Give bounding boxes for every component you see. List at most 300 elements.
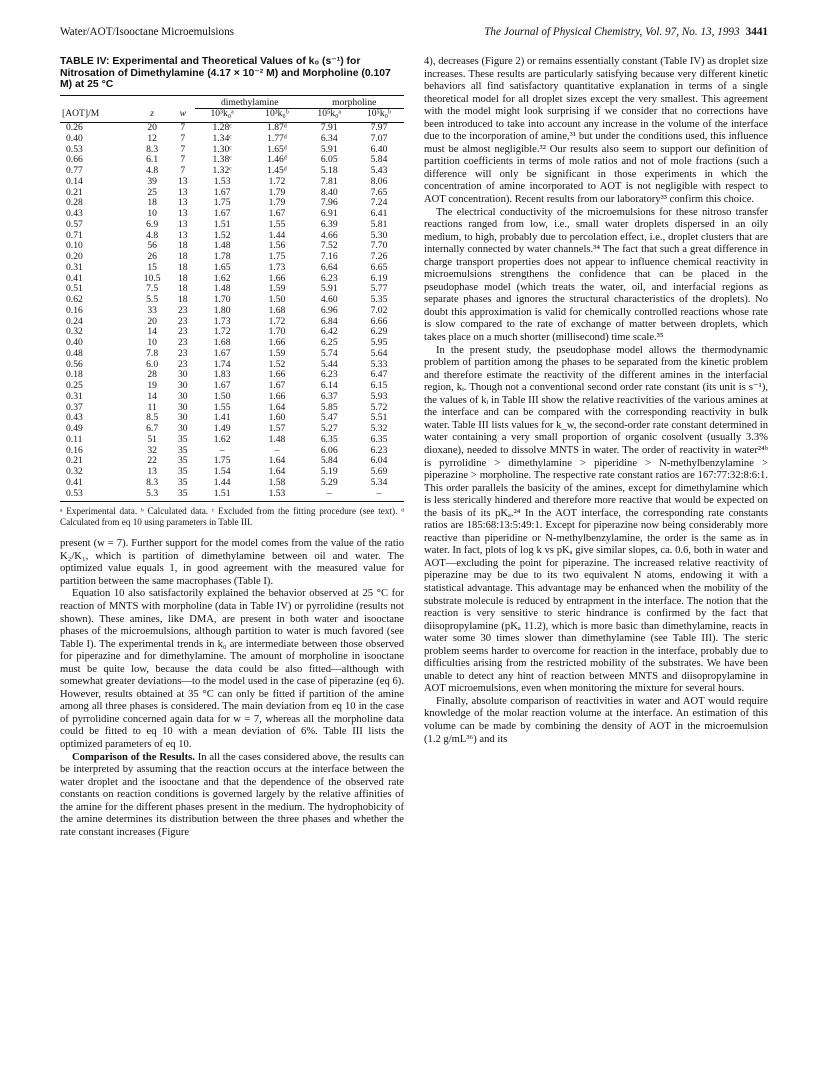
right-column — [424, 56, 768, 746]
table-cell: 30 — [177, 401, 188, 413]
table-cell: 4.66 — [320, 229, 338, 241]
table-cell: 0.32 — [66, 466, 83, 477]
table-cell: 1.79 — [268, 197, 286, 209]
table-cell: 5.91 — [320, 143, 338, 155]
data-table — [60, 95, 404, 503]
table-cell: 0.71 — [66, 229, 83, 241]
table-cell: 1.48 — [268, 433, 286, 445]
table-cell: 1.50 — [213, 390, 231, 402]
table-cell: 1.65 — [213, 261, 231, 273]
table-cell: 0.24 — [66, 315, 83, 327]
table-cell: 1.55 — [213, 401, 231, 413]
table-cell: 1.73 — [213, 315, 231, 327]
table-cell: 18 — [177, 240, 188, 252]
table-cell: 1.67 — [213, 186, 231, 198]
table-row — [60, 241, 404, 252]
body-paragraph: Equation 10 also satisfactorily explained the behavior observed at 25 °C for reaction of MNTS with morpholine (data in Table IV) or pyrrolidine (results not shown). These amines, like DMA, are present in both water and isooctane phases of the microemulsions, although partition to water is much favored (see Table I). The experimental trends in k₀ are intermediate between those observed for piperazine and for dimethylamine. The amount of morpholine in isooctane must be quite low, because the data could be also fitted—although with somewhat greater deviations—to the model used in the case of piperazine (eq 6). However, results obtained at 35 °C can only be fitted if partition of the amine among all three phases is considered. The main deviation from eq 10 in the case of pyrrolidine concerned again data for w = 7, whereas all the morpholine data could be fitted to eq 10 with a mean deviation of 6%. Table III lists the optimized parameters of eq 10. — [60, 588, 404, 750]
table-cell: 23 — [177, 315, 188, 327]
table-cell: 33 — [147, 304, 157, 316]
col-header-dma-exp: 10³k₀ᵃ — [195, 109, 249, 123]
table-cell: 1.48 — [213, 283, 231, 295]
section-text: In all the cases considered above, the results can be interpreted by assuming that the reaction occurs at the interface between the water droplet and the isooctane and that the dependence of the observed rate constants on reaction conditions is governed largely by the relative affinities of the amine for the different phases present in the medium. The hydrophobicity of the amine determines its distribution between the three phases and whether the rate constant increases (Figure — [60, 751, 404, 838]
col-header-z: z — [134, 109, 171, 123]
body-paragraph: In the present study, the pseudophase model allows the thermodynamic problem of partition among the phases to be separated from the kinetic problem and therefore estimate the reactivity of the different amines in the interfacial region, kᵢ. Though not a conventional second order rate constant (its unit is s⁻¹), the values of kᵢ in Table III show the relative reactivities of the various amines at the interface and can be compared with the corresponding reactivity in bulk water. Table III lists values for k_w, the second-order rate constant determined in water containing a very small proportion of organic cosolvent (usually 3.3% dioxane), needed to dissolve MNTS in water. The order of reactivity in water²⁴ᵇ is pyrrolidine > dimethylamine > piperidine > N-methylbenzylamine > piperazine > morpholine. The respective rate constant ratios are 167:77:32:8:6:1. This order parallels the basicity of the amines, except for dimethylamine which is less sterically hindered and therefore more reactive that would be expected on the basis of its pKₐ.²⁴ In the AOT interface, the corresponding rate constants ratios are 185:68:13:5:49:1. Except for piperazine now being considerably more reactive than piperidine or N-methylbenzylamine, the order is the same as in water. In fact, plots of log k vs pKₐ give similar slopes, ca. 0.6, both in water and AOT—excluding the point for piperazine. The increased relative reactivity of piperazine may be due to its two equivalent N atoms, endowing it with a statistical advantage. This advantage may be enhanced when the mobility of the substrate molecule is reduced by entrapment in the interface. The notion that the reaction is very sensitive to steric hindrance is confirmed by the fact that diisopropylamine (pKₐ 11.2), which is more basic than dimethylamine, reacts in water some 30 times slower than dimethylamine (see Table III). The steric problem seems harder to overcome for reaction in the interface, probably due to difficulties arising from the restricted mobility of the substrates. We have been unable to detect any hint of reaction between MNTS and diisopropylamine in AOT microemulsions, even when monitoring the mixture for several hours. — [424, 344, 768, 695]
table-cell: 0.49 — [66, 423, 83, 434]
table-cell: 6.41 — [370, 208, 388, 219]
table-cell: 7.02 — [370, 304, 388, 316]
table-cell: 1.67 — [268, 208, 286, 219]
table-cell: 13 — [177, 208, 188, 219]
table-cell: 0.11 — [66, 433, 83, 445]
table-cell: 1.77ᵈ — [267, 132, 287, 144]
table-cell: 1.74 — [213, 358, 231, 370]
table-cell: 13 — [177, 218, 188, 230]
table-cell: 0.31 — [66, 390, 83, 402]
table-cell: 0.14 — [66, 175, 83, 187]
table-cell: 1.60 — [268, 412, 286, 424]
table-cell: 6.04 — [370, 455, 388, 467]
table-cell: 5.33 — [370, 358, 388, 370]
table-cell: 18 — [177, 283, 188, 295]
group-header-morpholine: morpholine — [305, 95, 404, 109]
table-cell: 5.47 — [320, 412, 338, 424]
table-cell: 10 — [147, 337, 157, 348]
table-cell: 1.51 — [195, 489, 249, 502]
table-row — [60, 489, 404, 502]
table-cell: 23 — [177, 358, 188, 370]
table-cell: 7.96 — [320, 197, 338, 209]
table-cell: 1.52 — [213, 229, 231, 241]
table-row — [60, 435, 404, 446]
table-cell: 6.06 — [320, 444, 338, 456]
table-cell: 0.18 — [66, 369, 83, 381]
table-row — [60, 392, 404, 403]
table-row — [60, 478, 404, 489]
table-cell: 7 — [180, 165, 186, 176]
table-cell: 4.60 — [320, 294, 338, 305]
table-cell: 1.52 — [268, 358, 286, 370]
table-cell: 1.34ᶜ — [212, 132, 232, 144]
table-cell: 1.72 — [268, 315, 286, 327]
table-cell: 0.56 — [66, 358, 83, 370]
table-row — [60, 370, 404, 381]
table-cell: 56 — [147, 240, 157, 252]
table-row — [60, 381, 404, 392]
table-cell: 13 — [147, 466, 157, 477]
table-cell: 1.58 — [268, 476, 286, 488]
table-cell: 25 — [147, 186, 157, 198]
table-cell: 5.29 — [320, 476, 338, 488]
table-cell: 7.07 — [370, 132, 388, 144]
table-cell: 7 — [180, 143, 186, 155]
table-cell: 6.39 — [320, 218, 338, 230]
table-row — [60, 198, 404, 209]
table-cell: 7.65 — [370, 186, 388, 198]
table-cell: 6.37 — [320, 390, 338, 402]
table-cell: 1.32ᶜ — [212, 165, 232, 176]
table-cell: 7.70 — [370, 240, 388, 252]
table-cell: 23 — [177, 347, 188, 359]
table-cell: 5.84 — [320, 455, 338, 467]
table-cell: 6.29 — [370, 326, 388, 338]
table-cell: 0.31 — [66, 261, 83, 273]
table-cell: 0.16 — [66, 304, 83, 316]
table-cell: 35 — [177, 466, 188, 477]
table-cell: 5.64 — [370, 347, 388, 359]
col-header-aot: [AOT]/M — [60, 109, 134, 123]
table-cell: 11 — [147, 401, 157, 413]
table-cell: 5.43 — [370, 165, 388, 176]
table-cell: 1.75 — [268, 251, 286, 262]
table-row — [60, 274, 404, 285]
table-cell: 1.65ᵈ — [267, 143, 287, 155]
table-cell: 1.64 — [268, 401, 286, 413]
table-cell: 0.41 — [66, 272, 83, 284]
table-cell: 30 — [177, 380, 188, 391]
table-cell: 0.16 — [66, 444, 83, 456]
table-row — [60, 123, 404, 134]
table-cell: 1.64 — [268, 466, 286, 477]
table-cell: 1.38ᶜ — [212, 154, 232, 166]
table-cell: 1.57 — [268, 423, 286, 434]
table-cell: 15 — [147, 261, 157, 273]
table-cell: 0.43 — [66, 412, 83, 424]
table-cell: 5.30 — [370, 229, 388, 241]
table-cell: 8.06 — [370, 175, 388, 187]
table-cell: 1.66 — [268, 369, 286, 381]
table-cell: 6.35 — [320, 433, 338, 445]
table-cell: 1.66 — [268, 390, 286, 402]
table-row — [60, 349, 404, 360]
table-cell: 23 — [177, 304, 188, 316]
table-cell: 0.10 — [66, 240, 83, 252]
table-cell: 1.46ᵈ — [267, 154, 287, 166]
table-row — [60, 231, 404, 242]
table-cell: 1.70 — [213, 294, 231, 305]
table-cell: 6.19 — [370, 272, 388, 284]
table-cell: 7.5 — [146, 283, 159, 295]
table-row — [60, 188, 404, 199]
table-cell: 1.44 — [268, 229, 286, 241]
table-cell: 0.40 — [66, 132, 83, 144]
table-cell: 1.75 — [213, 197, 231, 209]
journal-name: The Journal of Physical Chemistry, Vol. 97, No. 13, 1993 — [484, 26, 740, 38]
table-cell: 4.8 — [146, 229, 159, 241]
table-cell: 8.5 — [146, 412, 159, 424]
table-cell: 13 — [177, 175, 188, 187]
table-cell: 4.8 — [146, 165, 159, 176]
table-cell: 0.66 — [66, 154, 83, 166]
table-cell: 6.47 — [370, 369, 388, 381]
table-cell: 7.52 — [320, 240, 338, 252]
table-cell: 8.3 — [146, 143, 159, 155]
table-cell: 0.26 — [66, 122, 83, 133]
table-cell: 5.44 — [320, 358, 338, 370]
table-cell: 7.81 — [320, 175, 338, 187]
body-paragraph: present (w = 7). Further support for the model comes from the value of the ratio K₂/K₁, which is partition of dimethylamine between oil and water. The optimized value equals 1, in good agreement with the measured value for partition between the same macrophases (Table I). — [60, 538, 404, 587]
table-cell: 1.28ᶜ — [212, 122, 232, 133]
table-cell: 10.5 — [143, 272, 161, 284]
table-cell: 1.54 — [213, 466, 231, 477]
section-paragraph — [60, 752, 404, 840]
table-cell: 5.69 — [370, 466, 388, 477]
table-cell: 6.23 — [320, 272, 338, 284]
table-row — [60, 252, 404, 263]
table-row — [60, 413, 404, 424]
table-cell: 1.67 — [213, 380, 231, 391]
table-cell: 6.7 — [146, 423, 159, 434]
table-cell: 0.48 — [66, 347, 83, 359]
col-header-w: w — [171, 109, 195, 123]
table-cell: 6.66 — [370, 315, 388, 327]
table-cell: 35 — [177, 433, 188, 445]
table-cell: 1.59 — [268, 283, 286, 295]
table-cell: 32 — [147, 444, 157, 456]
table-cell: 8.3 — [146, 476, 159, 488]
table-cell: 5.93 — [370, 390, 388, 402]
table-cell: 18 — [177, 294, 188, 305]
table-cell: 5.85 — [320, 401, 338, 413]
table-cell: 0.21 — [66, 455, 83, 467]
table-cell: 0.25 — [66, 380, 83, 391]
table-cell: 0.20 — [66, 251, 83, 262]
table-cell: 5.81 — [370, 218, 388, 230]
table-cell: 5.74 — [320, 347, 338, 359]
body-paragraph: Finally, absolute comparison of reactivities in water and AOT would require knowledge of the molar reaction volume at the interface. An estimation of this volume can be made by combining the density of AOT in the microemulsion (1.2 g/mL³⁶) and its — [424, 695, 768, 745]
table-row — [60, 456, 404, 467]
table-cell: 51 — [147, 433, 157, 445]
table-cell: 1.51 — [213, 218, 231, 230]
table-cell: 14 — [147, 390, 157, 402]
journal-citation — [484, 26, 768, 38]
table-cell: 1.80 — [213, 304, 231, 316]
table-cell: 8.40 — [320, 186, 338, 198]
table-row — [60, 295, 404, 306]
table-row — [60, 446, 404, 457]
table-cell: 18 — [177, 261, 188, 273]
table-cell: 35 — [177, 476, 188, 488]
table-row — [60, 338, 404, 349]
body-paragraph: 4), decreases (Figure 2) or remains essentially constant (Table IV) as droplet size increases. These results are particularly satisfying because very different kinetic behaviors all find satisfactory quantitative explanation in terms of a single theoretical model for all droplet sizes except the very smallest. This agreement with the model might look surprising if we consider that no corrections have been introduced to take into account any increase in the volume of the interface due to the incorporation of amine,³¹ but under the conditions used, this influence must be almost negligible.³² Our results also seem to support our definition of partition coefficients in terms of mole ratios and not of mole fractions (such a difference will only be significant in those experiments in which the concentration of amine incorporated to AOT is not negligible with respect to AOT concentration). Recent results from our laboratory³³ confirm this choice. — [424, 56, 768, 206]
table-cell: – — [305, 489, 354, 502]
table-cell: – — [354, 489, 404, 502]
col-header-morph-calc: 10⁵k₀ᵇ — [354, 109, 404, 123]
table-cell: 1.30ᶜ — [212, 143, 232, 155]
table-cell: 1.83 — [213, 369, 231, 381]
table-cell: 1.78 — [213, 251, 231, 262]
table-cell: 1.68 — [268, 304, 286, 316]
table-cell: 6.15 — [370, 380, 388, 391]
table-cell: 6.42 — [320, 326, 338, 338]
col-header-morph-exp: 10⁵k₀ᵃ — [305, 109, 354, 123]
table-cell: 5.19 — [320, 466, 338, 477]
table-cell: 6.23 — [370, 444, 388, 456]
table-cell: 22 — [147, 455, 157, 467]
table-cell: 1.79 — [268, 186, 286, 198]
table-cell: – — [274, 444, 280, 456]
table-cell: 5.27 — [320, 423, 338, 434]
col-header-dma-calc: 10³k₀ᵇ — [249, 109, 304, 123]
table-cell: 5.5 — [146, 294, 159, 305]
table-cell: 1.68 — [213, 337, 231, 348]
table-cell: 5.32 — [370, 423, 388, 434]
table-cell: 7.91 — [320, 122, 338, 133]
table-cell: 13 — [177, 186, 188, 198]
table-cell: 0.53 — [66, 143, 83, 155]
table-cell: 6.65 — [370, 261, 388, 273]
table-cell: 1.67 — [268, 380, 286, 391]
table-row — [60, 360, 404, 371]
table-cell: 20 — [147, 122, 157, 133]
table-cell: 6.0 — [146, 358, 159, 370]
table-cell: 1.67 — [213, 347, 231, 359]
left-column — [60, 56, 404, 839]
table-cell: 1.55 — [268, 218, 286, 230]
table-row — [60, 327, 404, 338]
table-cell: 35 — [177, 455, 188, 467]
table-cell: 0.51 — [66, 283, 83, 295]
table-cell: 5.77 — [370, 283, 388, 295]
table-row — [60, 220, 404, 231]
group-header-dimethylamine: dimethylamine — [195, 95, 305, 109]
running-header — [60, 26, 768, 40]
table-cell: 1.67 — [213, 208, 231, 219]
table-row — [60, 403, 404, 414]
table-cell: 0.32 — [66, 326, 83, 338]
section-heading: Comparison of the Results. — [72, 751, 195, 763]
table-cell: 30 — [177, 412, 188, 424]
table-cell: 1.72 — [268, 175, 286, 187]
table-cell: 1.62 — [213, 433, 231, 445]
table-cell: 1.72 — [213, 326, 231, 338]
table-cell: 0.62 — [66, 294, 83, 305]
table-cell: 18 — [177, 251, 188, 262]
table-cell: 0.53 — [60, 489, 134, 502]
table-cell: 28 — [147, 369, 157, 381]
table-cell: 6.96 — [320, 304, 338, 316]
table-cell: 5.72 — [370, 401, 388, 413]
table-cell: 1.41 — [213, 412, 231, 424]
table-cell: 5.18 — [320, 165, 338, 176]
table-cell: 6.14 — [320, 380, 338, 391]
table-row — [60, 263, 404, 274]
table-cell: 0.21 — [66, 186, 83, 198]
table-cell: 7 — [180, 122, 186, 133]
table-cell: 0.41 — [66, 476, 83, 488]
table-cell: 1.53 — [249, 489, 304, 502]
table-cell: 7 — [180, 154, 186, 166]
table-cell: 6.9 — [146, 218, 159, 230]
table-row — [60, 209, 404, 220]
table-cell: 20 — [147, 315, 157, 327]
table-cell: 1.66 — [268, 337, 286, 348]
table-row — [60, 424, 404, 435]
table-cell: 1.66 — [268, 272, 286, 284]
table-cell: 6.25 — [320, 337, 338, 348]
table-cell: 18 — [147, 197, 157, 209]
table-cell: 14 — [147, 326, 157, 338]
table-cell: 0.28 — [66, 197, 83, 209]
table-cell: 1.75 — [213, 455, 231, 467]
table-cell: 35 — [177, 444, 188, 456]
table-cell: 6.05 — [320, 154, 338, 166]
table-cell: 30 — [177, 423, 188, 434]
table-cell: 39 — [147, 175, 157, 187]
table-cell: 23 — [177, 326, 188, 338]
table-cell: 5.95 — [370, 337, 388, 348]
table-row — [60, 306, 404, 317]
table-cell: 0.37 — [66, 401, 83, 413]
table-cell: 5.84 — [370, 154, 388, 166]
running-title: Water/AOT/Isooctane Microemulsions — [60, 26, 235, 38]
table-cell: 5.51 — [370, 412, 388, 424]
table-cell: 5.34 — [370, 476, 388, 488]
table-cell: 1.73 — [268, 261, 286, 273]
table-row — [60, 317, 404, 328]
table-cell: 7.24 — [370, 197, 388, 209]
body-paragraph: The electrical conductivity of the microemulsions for these nitroso transfer reactions ranged from low, i.e., small water droplets dispersed in an oily medium, to high, probably due to percolation effect, i.e., droplet clusters that are internally connected by water channels.³⁴ The fact that such a great difference in charge transport properties does not appear to influence chemical reactivity in microemulsions strengthens the confidence that can be placed in the pseudophase model (which treats the water, oil, and interfacial regions as separate phases and ignores the structural characteristics of the droplets). No doubt this approximation is valid for chemically controlled reactions whose rate is slow compared to the rate of exchange of matter between droplets, which takes place on a much shorter (millisecond) time scale.³⁵ — [424, 206, 768, 344]
table-cell: 6.64 — [320, 261, 338, 273]
table-cell: 7.8 — [146, 347, 159, 359]
table-cell: 23 — [177, 337, 188, 348]
page-number: 3441 — [745, 26, 768, 38]
table-cell: 13 — [177, 197, 188, 209]
table-cell: 6.35 — [370, 433, 388, 445]
table-cell: 1.56 — [268, 240, 286, 252]
table-cell: 5.91 — [320, 283, 338, 295]
table-row — [60, 467, 404, 478]
table-footnotes: ᵃ Experimental data. ᵇ Calculated data. ᶜ Excluded from the fitting procedure (see text). ᵈ Calculated from eq 10 using parameters in Table III. — [60, 506, 404, 528]
table-cell: 0.77 — [66, 165, 83, 176]
table-cell: – — [219, 444, 225, 456]
table-cell: 7.26 — [370, 251, 388, 262]
table-cell: 30 — [177, 390, 188, 402]
table-cell: 19 — [147, 380, 157, 391]
table-cell: 13 — [177, 229, 188, 241]
table-cell: 6.84 — [320, 315, 338, 327]
table-cell: 6.1 — [146, 154, 159, 166]
table-cell: 12 — [147, 132, 157, 144]
table-cell: 1.64 — [268, 455, 286, 467]
table-cell: 1.50 — [268, 294, 286, 305]
table-cell: 26 — [147, 251, 157, 262]
table-cell: 7.97 — [370, 122, 388, 133]
table-cell: 7 — [180, 132, 186, 144]
table-cell: 1.53 — [213, 175, 231, 187]
table-cell: 6.40 — [370, 143, 388, 155]
table-cell: 35 — [171, 489, 195, 502]
table-body — [60, 123, 404, 502]
table-cell: 18 — [177, 272, 188, 284]
table-cell: 1.62 — [213, 272, 231, 284]
table-cell: 0.43 — [66, 208, 83, 219]
table-cell: 30 — [177, 369, 188, 381]
table-cell: 5.3 — [134, 489, 171, 502]
table-cell: 1.87ᵈ — [267, 122, 287, 133]
table-cell: 0.57 — [66, 218, 83, 230]
table-cell: 6.34 — [320, 132, 338, 144]
table-row — [60, 134, 404, 145]
table-cell: 6.91 — [320, 208, 338, 219]
table-cell: 1.59 — [268, 347, 286, 359]
table-cell: 0.40 — [66, 337, 83, 348]
table-cell: 1.48 — [213, 240, 231, 252]
table-cell: 1.70 — [268, 326, 286, 338]
table-cell: 7.16 — [320, 251, 338, 262]
table-row — [60, 166, 404, 177]
table-cell: 6.23 — [320, 369, 338, 381]
table-cell: 10 — [147, 208, 157, 219]
